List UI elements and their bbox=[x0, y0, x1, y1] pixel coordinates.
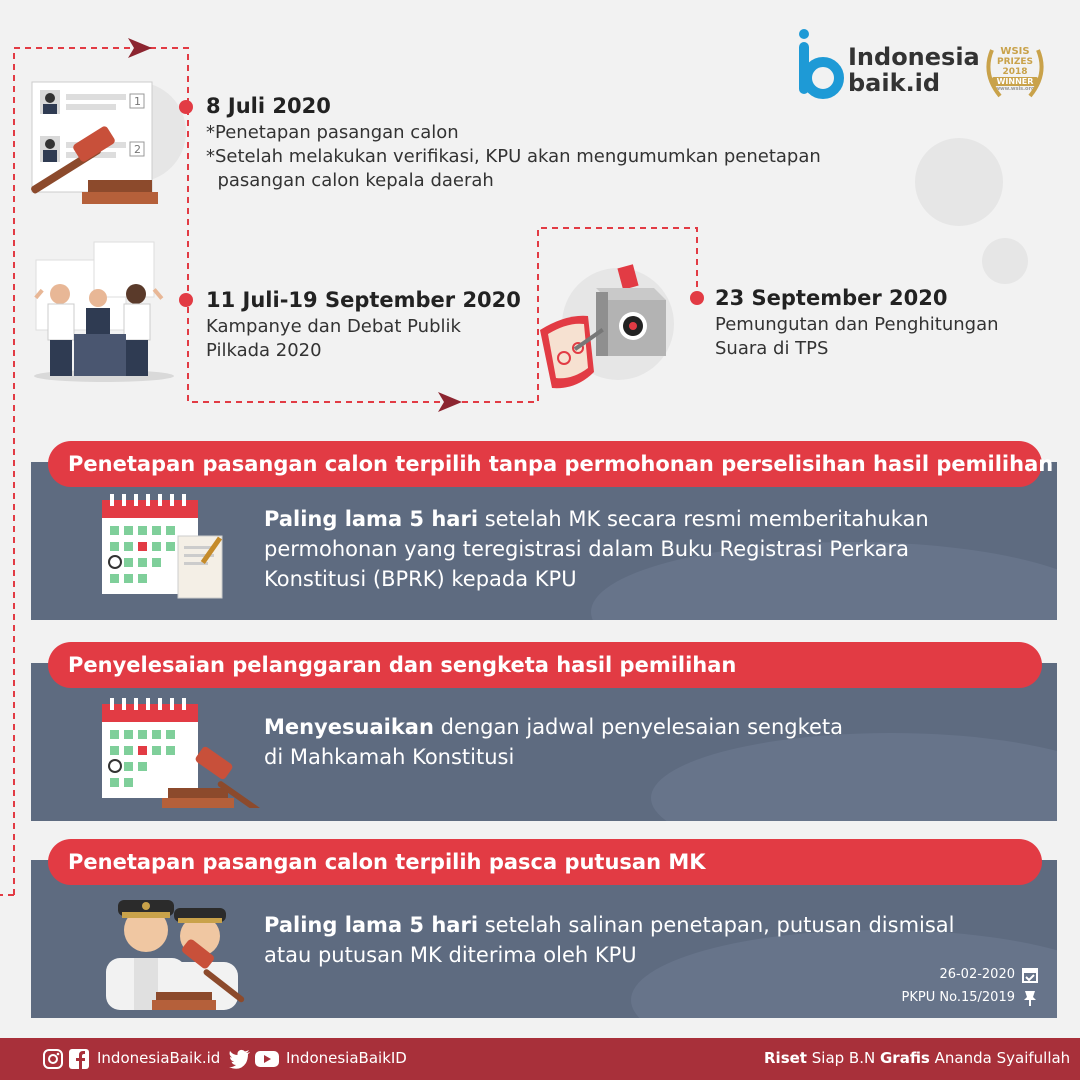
timeline-desc-1-line2: *Setelah melakukan verifikasi, KPU akan mengumumkan penetapan bbox=[206, 146, 821, 167]
timeline-desc-1-line1: *Penetapan pasangan calon bbox=[206, 122, 459, 143]
timeline-desc-2-line1: Kampanye dan Debat Publik bbox=[206, 316, 461, 337]
brand-line1: Indonesia bbox=[848, 43, 980, 71]
timeline-desc-3 bbox=[715, 313, 999, 361]
pin-icon bbox=[1021, 989, 1039, 1011]
credit-riset-label: Riset bbox=[764, 1049, 807, 1067]
section-text-1-bold: Paling lama 5 hari bbox=[264, 507, 479, 531]
section-text-1-line2: permohonan yang teregistrasi dalam Buku Registrasi Perkara bbox=[264, 537, 910, 561]
twitter-icon[interactable] bbox=[228, 1048, 252, 1074]
credit-grafis-label: Grafis bbox=[879, 1049, 930, 1067]
section-text-1-line3: Konstitusi (BPRK) kepada KPU bbox=[264, 567, 577, 591]
ballot-number-1: 1 bbox=[134, 95, 141, 108]
section-text-1-line1 bbox=[264, 504, 929, 534]
timeline-date-2: 11 Juli-19 September 2020 bbox=[206, 288, 521, 312]
footer-social-handle-1[interactable]: IndonesiaBaik.id bbox=[97, 1049, 221, 1067]
publish-date: 26-02-2020 bbox=[939, 967, 1015, 982]
credit-grafis-name: Ananda Syaifullah bbox=[934, 1049, 1071, 1067]
timeline-desc-3-line2: Suara di TPS bbox=[715, 338, 829, 359]
footer-social-handle-2[interactable]: IndonesiaBaikID bbox=[286, 1049, 407, 1067]
footer-credits bbox=[764, 1049, 1070, 1067]
calendar-document-icon bbox=[100, 492, 230, 604]
section-text-3-bold: Paling lama 5 hari bbox=[264, 913, 479, 937]
officials-gavel-icon bbox=[96, 886, 256, 1010]
section-banner-2: Penyelesaian pelanggaran dan sengketa hasil pemilihan bbox=[48, 642, 1042, 688]
calendar-check-icon bbox=[1021, 966, 1039, 988]
brand-line2: baik.id bbox=[848, 69, 941, 97]
section-text-2-line1 bbox=[264, 712, 843, 742]
instagram-icon[interactable] bbox=[42, 1048, 64, 1074]
section-banner-3: Penetapan pasangan calon terpilih pasca putusan MK bbox=[48, 839, 1042, 885]
campaign-crowd-illustration bbox=[24, 232, 184, 382]
timeline-dot-1 bbox=[179, 100, 193, 114]
section-text-2 bbox=[264, 712, 843, 772]
section-text-3 bbox=[264, 910, 955, 970]
source-reference: PKPU No.15/2019 bbox=[901, 990, 1015, 1005]
timeline-desc-2 bbox=[206, 315, 461, 363]
timeline-desc-1-line3: pasangan calon kepala daerah bbox=[206, 170, 494, 191]
timeline-dot-2 bbox=[179, 293, 193, 307]
section-text-3-line1 bbox=[264, 910, 955, 940]
section-text-3-line2: atau putusan MK diterima oleh KPU bbox=[264, 943, 637, 967]
timeline-desc-1 bbox=[206, 121, 821, 193]
section-text-2-line2: di Mahkamah Konstitusi bbox=[264, 745, 515, 769]
section-text-2-rest: dengan jadwal penyelesaian sengketa bbox=[433, 715, 844, 739]
credit-riset-name: Siap B.N bbox=[811, 1049, 876, 1067]
calendar-gavel-icon bbox=[100, 696, 270, 808]
section-banner-1: Penetapan pasangan calon terpilih tanpa permohonan perselisihan hasil pemilihan bbox=[48, 441, 1042, 487]
timeline-desc-3-line1: Pemungutan dan Penghitungan bbox=[715, 314, 999, 335]
facebook-icon[interactable] bbox=[68, 1048, 90, 1074]
youtube-icon[interactable] bbox=[254, 1048, 280, 1074]
badge-prizes: PRIZES bbox=[996, 57, 1034, 67]
badge-wsis: WSIS bbox=[1000, 46, 1030, 57]
timeline-date-1: 8 Juli 2020 bbox=[206, 94, 331, 118]
timeline-dot-3 bbox=[690, 291, 704, 305]
ballot-gavel-illustration bbox=[26, 70, 186, 210]
ballot-number-2: 2 bbox=[134, 143, 141, 156]
ballot-box-illustration bbox=[536, 262, 686, 394]
badge-year: 2018 bbox=[1002, 67, 1028, 77]
badge-winner: WINNER bbox=[992, 77, 1038, 86]
section-text-1-rest: setelah MK secara resmi memberitahukan bbox=[478, 507, 929, 531]
timeline-date-3: 23 September 2020 bbox=[715, 286, 948, 310]
section-text-1 bbox=[264, 504, 929, 594]
badge-url: www.wsis.org bbox=[995, 86, 1035, 92]
section-text-2-bold: Menyesuaikan bbox=[264, 715, 434, 739]
timeline-desc-2-line2: Pilkada 2020 bbox=[206, 340, 322, 361]
section-text-3-rest: setelah salinan penetapan, putusan dismisal bbox=[478, 913, 955, 937]
footer-bar bbox=[0, 1038, 1080, 1080]
